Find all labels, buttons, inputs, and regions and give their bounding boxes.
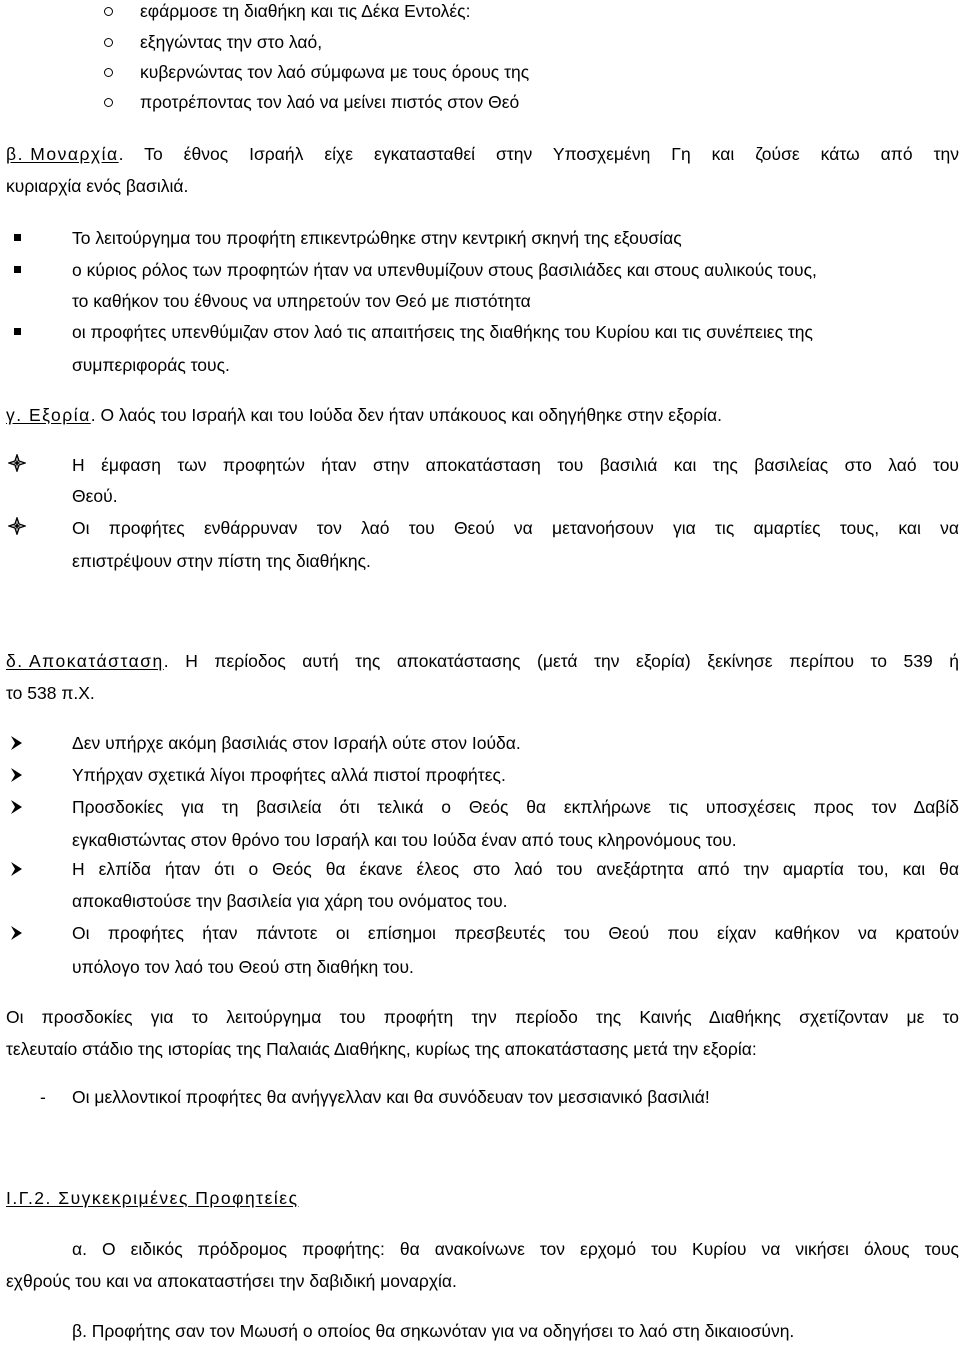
- list-item: Η έμφαση των προφητών ήταν στην αποκατάσταση του βασιλιά και της βασιλείας στο λαό του: [72, 455, 959, 475]
- list-item: Προσδοκίες για τη βασιλεία ότι τελικά ο Θεός θα εκπλήρωνε τις υποσχέσεις προς τον Δαβίδ: [72, 797, 959, 817]
- circle-bullet: [104, 38, 113, 47]
- circle-bullet: [104, 68, 113, 77]
- list-item: εφάρμοσε τη διαθήκη και τις Δέκα Εντολές:: [140, 1, 471, 21]
- diamond-bullet-icon: [8, 454, 26, 472]
- section-monarchy-line1: [6, 143, 959, 165]
- arrow-bullet-icon: [10, 735, 24, 751]
- section-heading: [6, 1187, 299, 1209]
- section-exile-line: [6, 404, 722, 426]
- list-item: Υπήρχαν σχετικά λίγοι προφήτες αλλά πιστοί προφήτες.: [72, 765, 506, 785]
- section-monarchy-heading: β. Μοναρχία: [6, 144, 119, 164]
- section-exile-text: . Ο λαός του Ισραήλ και του Ιούδα δεν ήταν υπάκουος και οδηγήθηκε στην εξορία.: [90, 405, 722, 425]
- list-item: Το λειτούργημα του προφήτη επικεντρώθηκε στην κεντρική σκηνή της εξουσίας: [72, 228, 682, 248]
- list-item-continuation: υπόλογο τον λαό του Θεού στη διαθήκη του.: [72, 957, 414, 977]
- list-item: κυβερνώντας τον λαό σύμφωνα με τους όρους της: [140, 62, 530, 82]
- diamond-bullet-icon: [8, 517, 26, 535]
- paragraph-line1: Οι προσδοκίες για το λειτούργημα του προφήτη την περίοδο της Καινής Διαθήκης σχετίζονταν με το: [6, 1007, 959, 1027]
- section-exile-heading: γ. Εξορία: [6, 405, 91, 425]
- circle-bullet: [104, 98, 113, 107]
- square-bullet: [14, 234, 21, 241]
- list-item-continuation: Θεού.: [72, 486, 118, 506]
- dash-item-text: Οι μελλοντικοί προφήτες θα ανήγγελλαν και θα συνόδευαν τον μεσσιανικό βασιλιά!: [72, 1087, 710, 1107]
- list-item-continuation: συμπεριφοράς τους.: [72, 355, 230, 375]
- list-item: οι προφήτες υπενθύμιζαν στον λαό τις απαιτήσεις της διαθήκης του Κυρίου και τις συνέπειες της: [72, 322, 813, 342]
- list-item: Δεν υπήρχε ακόμη βασιλιάς στον Ισραήλ ούτε στον Ιούδα.: [72, 733, 521, 753]
- list-item: Η ελπίδα ήταν ότι ο Θεός θα έκανε έλεος στο λαό του ανεξάρτητα από την αμαρτία του, και θα: [72, 859, 959, 879]
- arrow-bullet-icon: [10, 861, 24, 877]
- section-monarchy-line2: κυριαρχία ενός βασιλιά.: [6, 176, 189, 196]
- list-item-continuation: επιστρέψουν στην πίστη της διαθήκης.: [72, 551, 371, 571]
- arrow-bullet-icon: [10, 767, 24, 783]
- circle-bullet: [104, 7, 113, 16]
- section-restoration-line2: το 538 π.Χ.: [6, 683, 95, 703]
- item-alpha-line2: εχθρούς του και να αποκαταστήσει την δαβιδική μοναρχία.: [6, 1271, 457, 1291]
- dash-bullet: -: [40, 1087, 46, 1107]
- list-item: εξηγώντας την στο λαό,: [140, 32, 323, 52]
- square-bullet: [14, 328, 21, 335]
- list-item-continuation: αποκαθιστούσε την βασιλεία για χάρη του ονόματος του.: [72, 891, 508, 911]
- arrow-bullet-icon: [10, 799, 24, 815]
- item-alpha-line1: α. Ο ειδικός πρόδρομος προφήτης: θα ανακοίνωνε τον ερχομό του Κυρίου να νικήσει όλους τους: [72, 1239, 959, 1259]
- square-bullet: [14, 266, 21, 273]
- section-restoration-line1: [6, 650, 959, 672]
- paragraph-line2: τελευταίο στάδιο της ιστορίας της Παλαιάς Διαθήκης, κυρίως της αποκατάστασης μετά την εξορία:: [6, 1039, 757, 1059]
- section-restoration-text: . Η περίοδος αυτή της αποκατάστασης (μετά την εξορία) ξεκίνησε περίπου το 539 ή: [163, 651, 959, 671]
- heading-text: Ι.Γ.2. Συγκεκριμένες Προφητείες: [6, 1188, 299, 1208]
- section-monarchy-text: . Το έθνος Ισραήλ είχε εγκατασταθεί στην Υποσχεμένη Γη και ζούσε κάτω από την: [118, 144, 959, 164]
- list-item: Οι προφήτες ενθάρρυναν τον λαό του Θεού να μετανοήσουν για τις αμαρτίες τους, και να: [72, 518, 959, 538]
- list-item: Οι προφήτες ήταν πάντοτε οι επίσημοι πρεσβευτές του Θεού που είχαν καθήκον να κρατούν: [72, 923, 959, 943]
- section-restoration-heading: δ. Αποκατάσταση: [6, 651, 164, 671]
- list-item: προτρέποντας τον λαό να μείνει πιστός στον Θεό: [140, 92, 520, 112]
- list-item-continuation: το καθήκον του έθνους να υπηρετούν τον Θεό με πιστότητα: [72, 291, 531, 311]
- list-item: ο κύριος ρόλος των προφητών ήταν να υπενθυμίζουν στους βασιλιάδες και στους αυλικούς τους,: [72, 260, 817, 280]
- item-beta: β. Προφήτης σαν τον Μωυσή ο οποίος θα σηκωνόταν για να οδηγήσει το λαό στη δικαιοσύνη.: [72, 1321, 795, 1341]
- arrow-bullet-icon: [10, 925, 24, 941]
- list-item-continuation: εγκαθιστώντας στον θρόνο του Ισραήλ και του Ιούδα έναν από τους κληρονόμους του.: [72, 830, 737, 850]
